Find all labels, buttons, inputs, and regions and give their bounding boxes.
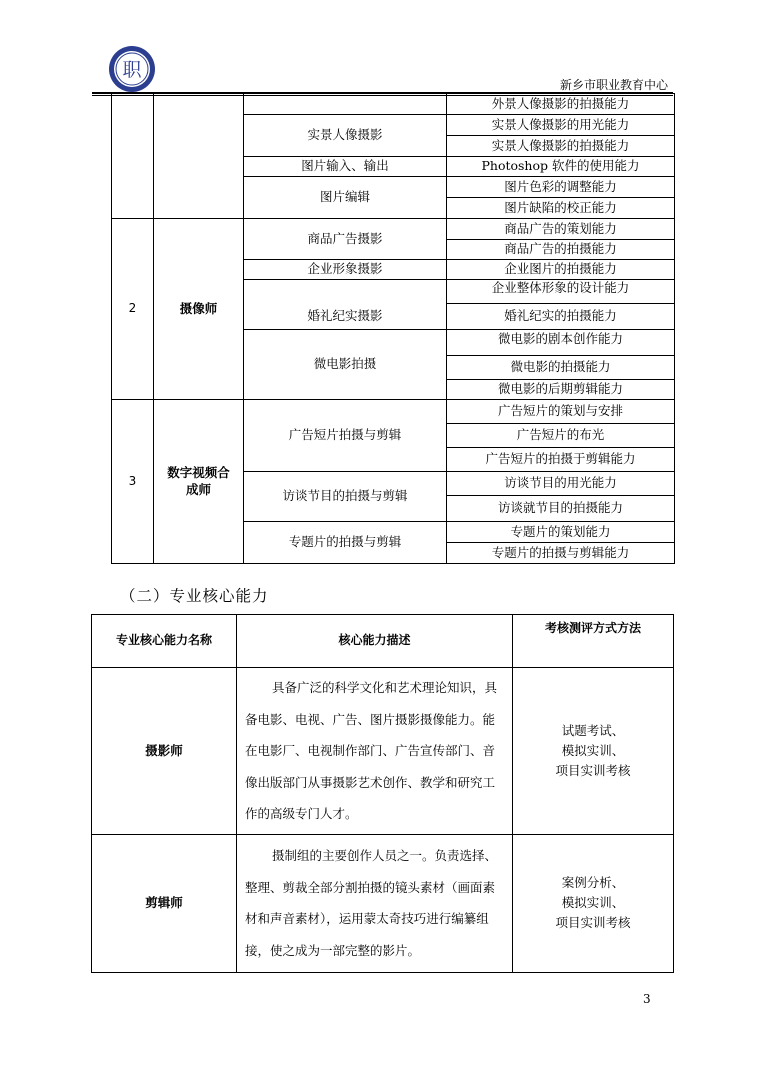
core-ability-table [91, 614, 674, 973]
sub-skill-cell: 图片输入、输出 [244, 157, 447, 177]
ability-name: 摄影师 [92, 668, 237, 835]
capability-cell: 访谈节目的用光能力 [447, 472, 675, 496]
sub-skill-cell: 微电影拍摄 [244, 330, 447, 400]
sub-skill-cell: 访谈节目的拍摄与剪辑 [244, 472, 447, 522]
page-number: 3 [643, 992, 651, 1006]
capability-cell: 微电影的后期剪辑能力 [447, 380, 675, 400]
ability-description: 具备广泛的科学文化和艺术理论知识，具备电影、电视、广告、图片摄影摄像能力。能在电影厂、电视制作部门、广告宣传部门、音像出版部门从事摄影艺术创作、教学和研究工作的高级专门人才。 [237, 668, 513, 835]
capability-cell: 实景人像摄影的用光能力 [447, 115, 675, 136]
capability-cell: 访谈就节目的拍摄能力 [447, 496, 675, 522]
capability-cell: 婚礼纪实的拍摄能力 [447, 304, 675, 330]
assessment-method: 试题考试、 模拟实训、 项目实训考核 [513, 668, 674, 835]
capability-cell: 广告短片的布光 [447, 424, 675, 448]
capability-cell: 企业整体形象的设计能力 [447, 280, 675, 304]
header-name: 专业核心能力名称 [92, 615, 237, 668]
sub-skill-cell: 商品广告摄影 [244, 219, 447, 260]
header-method: 考核测评方式方法 [513, 615, 674, 668]
capability-cell: 广告短片的策划与安排 [447, 400, 675, 424]
sub-skill-cell: 实景人像摄影 [244, 115, 447, 157]
capability-cell: 专题片的拍摄与剪辑能力 [447, 543, 675, 564]
sub-skill-cell: 婚礼纪实摄影 [244, 280, 447, 330]
capability-cell: 外景人像摄影的拍摄能力 [447, 94, 675, 115]
capability-cell: 实景人像摄影的拍摄能力 [447, 136, 675, 157]
header-desc: 核心能力描述 [237, 615, 513, 668]
job-title: 摄像师 [154, 219, 244, 400]
capability-cell: Photoshop 软件的使用能力 [447, 157, 675, 177]
row-number: 3 [112, 400, 154, 564]
capability-cell: 广告短片的拍摄于剪辑能力 [447, 448, 675, 472]
table-cell [154, 94, 244, 219]
capability-cell: 企业图片的拍摄能力 [447, 260, 675, 280]
capability-cell: 微电影的拍摄能力 [447, 356, 675, 380]
capability-cell: 专题片的策划能力 [447, 522, 675, 543]
sub-skill-cell: 广告短片拍摄与剪辑 [244, 400, 447, 472]
section-title: （二）专业核心能力 [120, 587, 269, 605]
assessment-method: 案例分析、 模拟实训、 项目实训考核 [513, 834, 674, 972]
sub-skill-cell: 企业形象摄影 [244, 260, 447, 280]
sub-skill-cell [244, 94, 447, 115]
capability-cell: 微电影的剧本创作能力 [447, 330, 675, 356]
capability-cell: 图片缺陷的校正能力 [447, 198, 675, 219]
sub-skill-cell: 图片编辑 [244, 177, 447, 219]
svg-text:职: 职 [122, 59, 142, 81]
skills-table [111, 93, 675, 564]
row-number: 2 [112, 219, 154, 400]
capability-cell: 商品广告的拍摄能力 [447, 240, 675, 260]
table-cell [112, 94, 154, 219]
ability-description: 摄制组的主要创作人员之一。负责选择、整理、剪裁全部分割拍摄的镜头素材（画面素材和声音素材），运用蒙太奇技巧进行编纂组接，使之成为一部完整的影片。 [237, 834, 513, 972]
ability-name: 剪辑师 [92, 834, 237, 972]
sub-skill-cell: 专题片的拍摄与剪辑 [244, 522, 447, 564]
capability-cell: 商品广告的策划能力 [447, 219, 675, 240]
school-name: 新乡市职业教育中心 [559, 78, 668, 92]
job-title: 数字视频合成师 [154, 400, 244, 564]
school-logo [108, 45, 156, 93]
capability-cell: 图片色彩的调整能力 [447, 177, 675, 198]
